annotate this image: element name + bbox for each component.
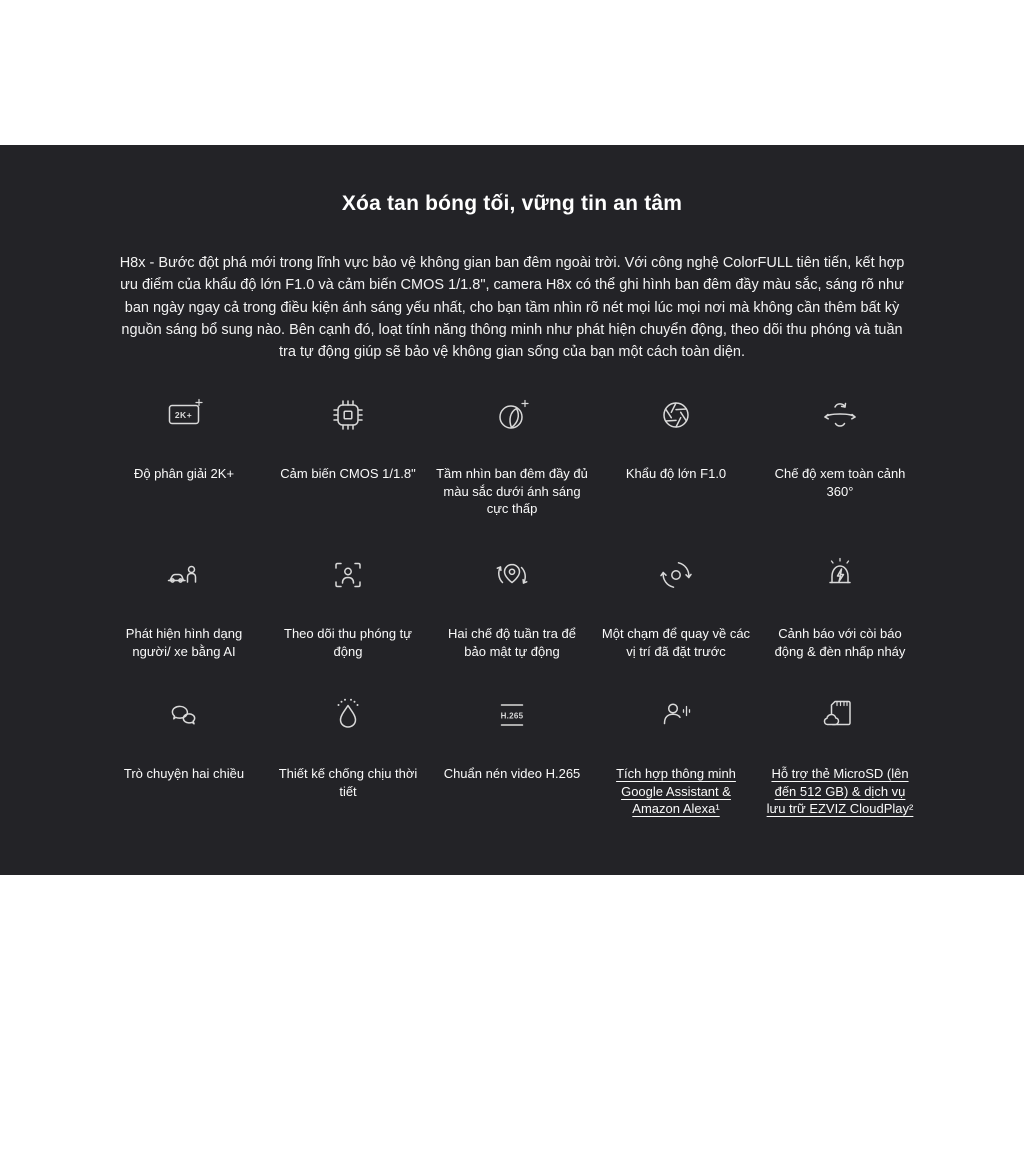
feature-item [430, 693, 594, 818]
feature-row-3 [102, 693, 922, 818]
feature-label: Hai chế độ tuần tra để bảo mật tự động [448, 626, 576, 659]
feature-label: Khẩu độ lớn F1.0 [625, 466, 727, 482]
preset-return-icon [654, 553, 698, 597]
feature-label: Phát hiện hình dạng người/ xe bằng AI [125, 626, 243, 659]
feature-item [594, 693, 758, 818]
svg-text:H.265: H.265 [500, 711, 524, 721]
auto-zoom-icon [326, 553, 370, 597]
cmos-sensor-icon [326, 393, 370, 437]
feature-label: Chế độ xem toàn cảnh 360° [774, 466, 906, 499]
feature-item [758, 393, 922, 553]
feature-item [430, 553, 594, 693]
feature-item [594, 553, 758, 693]
feature-row-1 [102, 393, 922, 553]
feature-label: Cảm biến CMOS 1/1.8" [280, 466, 416, 482]
product-feature-panel [0, 145, 1024, 875]
h265-icon [490, 693, 534, 737]
ai-detection-icon [162, 553, 206, 597]
feature-grid [102, 393, 922, 818]
section-title: Xóa tan bóng tối, vững tin an tâm [341, 192, 683, 215]
feature-item [266, 393, 430, 553]
siren-icon [818, 553, 862, 597]
feature-item [102, 393, 266, 553]
feature-label: Tầm nhìn ban đêm đầy đủ màu sắc dưới ánh sáng cực thấp [436, 466, 588, 517]
resolution-2k-icon [162, 393, 206, 437]
feature-label: Chuẩn nén video H.265 [443, 766, 581, 782]
feature-item [758, 553, 922, 693]
night-vision-icon [490, 393, 534, 437]
weatherproof-icon [326, 693, 370, 737]
feature-label: Theo dõi thu phóng tự động [284, 626, 412, 659]
feature-item [594, 393, 758, 553]
feature-label: Thiết kế chống chịu thời tiết [278, 766, 418, 799]
feature-item [430, 393, 594, 553]
aperture-icon [654, 393, 698, 437]
feature-label: Độ phân giải 2K+ [133, 466, 235, 482]
feature-row-2 [102, 553, 922, 693]
pan-360-icon [818, 393, 862, 437]
feature-item [102, 693, 266, 818]
feature-item [102, 553, 266, 693]
voice-assistant-icon [654, 693, 698, 737]
feature-link[interactable]: Hỗ trợ thẻ MicroSD (lên đến 512 GB) & dịch vụ lưu trữ EZVIZ CloudPlay² [766, 766, 914, 817]
microsd-cloud-icon [818, 693, 862, 737]
patrol-icon [490, 553, 534, 597]
two-way-talk-icon [162, 693, 206, 737]
feature-item [266, 693, 430, 818]
svg-text:2K+: 2K+ [174, 410, 193, 421]
feature-item [758, 693, 922, 818]
feature-label: Cảnh báo với còi báo động & đèn nhấp nháy [774, 626, 906, 659]
feature-link[interactable]: Tích hợp thông minh Google Assistant & Amazon Alexa¹ [616, 766, 736, 817]
feature-label: Trò chuyện hai chiều [123, 766, 245, 782]
section-description: H8x - Bước đột phá mới trong lĩnh vực bảo vệ không gian ban đêm ngoài trời. Với công nghệ ColorFULL tiên tiến, kết hợp ưu điểm của khẩu độ lớn F1.0 và cảm biến CMOS 1/1.8", camera H8x có thể ghi hình ban đêm đầy màu sắc, sáng rõ như ban ngày ngay cả trong điều kiện ánh sáng yếu nhất, cho bạn tầm nhìn rõ nét mọi lúc mọi nơi mà không cần thêm bất kỳ nguồn sáng bổ sung nào. Bên cạnh đó, loạt tính năng thông minh như phát hiện chuyển động, theo dõi thu phóng và tuần tra tự động giúp sẽ bảo vệ không gian sống của bạn một cách toàn diện. [119, 255, 905, 361]
feature-label: Một chạm để quay về các vị trí đã đặt trước [601, 626, 751, 659]
feature-item [266, 553, 430, 693]
